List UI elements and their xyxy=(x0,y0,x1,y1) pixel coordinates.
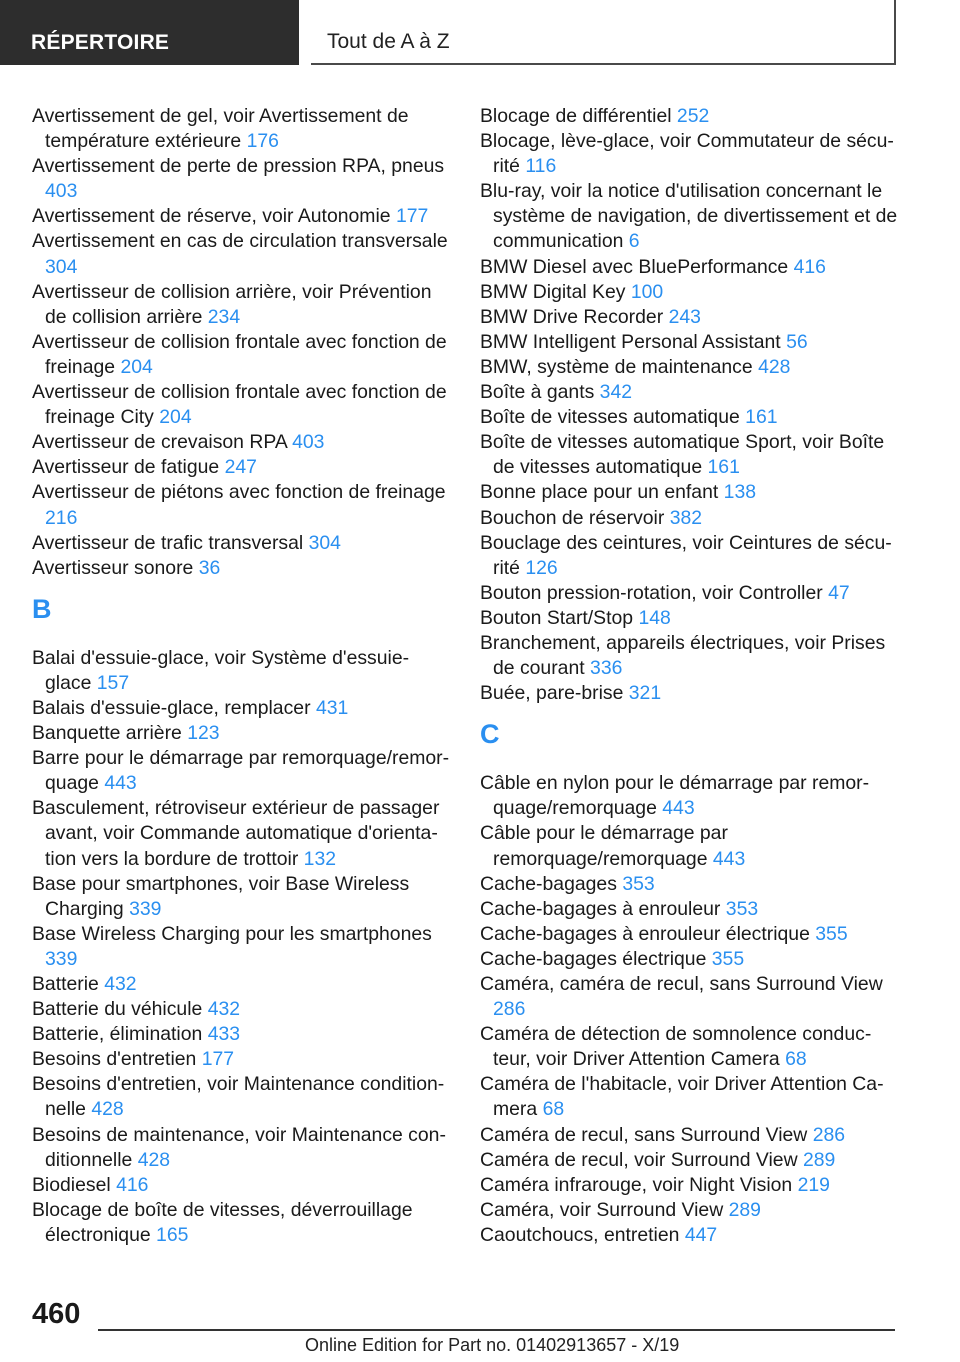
index-entry xyxy=(480,581,900,606)
index-entry-text: Avertisseur de crevaison RPA xyxy=(32,431,287,454)
index-page-link[interactable]: 355 xyxy=(711,947,745,970)
index-page-link[interactable]: 68 xyxy=(542,1098,565,1121)
index-page-link[interactable]: 416 xyxy=(793,255,826,278)
index-entry-text: Avertisseur de piétons avec fonction de freinage xyxy=(32,481,446,504)
index-entry-text: Batterie, élimination xyxy=(32,1023,203,1046)
index-entry xyxy=(480,771,900,821)
index-entry-text: Avertisseur de collision arrière, voir Prévention de collision arrière xyxy=(32,280,432,328)
page-number: 460 xyxy=(32,1298,81,1330)
index-page-link[interactable]: 289 xyxy=(802,1148,836,1171)
index-entry xyxy=(32,746,452,796)
index-entry xyxy=(32,455,452,480)
index-entry xyxy=(480,972,900,1022)
index-entry xyxy=(480,1148,900,1173)
index-entry xyxy=(480,821,900,871)
index-entry xyxy=(480,947,900,972)
index-page-link[interactable]: 161 xyxy=(745,406,778,429)
index-page-link[interactable]: 165 xyxy=(156,1223,189,1246)
index-entry xyxy=(480,280,900,305)
index-entry-text: Blocage, lève-glace, voir Commutateur de sécurité xyxy=(480,130,894,178)
index-page-link[interactable]: 382 xyxy=(669,506,703,529)
index-entry-text: Bouchon de réservoir xyxy=(480,506,665,529)
index-entry xyxy=(480,305,900,330)
index-entry-text: Cache-bagages à enrouleur xyxy=(480,897,721,920)
index-entry xyxy=(32,430,452,455)
index-page-link[interactable]: 339 xyxy=(129,897,162,920)
index-page-link[interactable]: 428 xyxy=(758,355,791,378)
index-page-link[interactable]: 428 xyxy=(137,1148,171,1171)
index-page-link[interactable]: 219 xyxy=(797,1173,830,1196)
index-entry xyxy=(32,104,452,154)
index-page-link[interactable]: 286 xyxy=(493,998,526,1021)
index-entry xyxy=(32,796,452,871)
index-entry xyxy=(32,721,452,746)
index-entry-text: Blocage de différentiel xyxy=(480,105,672,127)
index-page-link[interactable]: 443 xyxy=(662,797,695,820)
index-entry xyxy=(32,229,452,279)
index-entry-text: Avertisseur de collision frontale avec fonction de freinage City xyxy=(32,381,447,429)
index-entry xyxy=(32,646,452,696)
index-page-link[interactable]: 432 xyxy=(104,973,137,995)
index-entry-text: Avertissement de perte de pression RPA, pneus xyxy=(32,155,445,178)
index-page-link[interactable]: 177 xyxy=(395,205,429,228)
index-entry-text: Caméra de l'habitacle, voir Driver Attention Camera xyxy=(480,1073,884,1121)
index-entry xyxy=(32,280,452,330)
index-entry-text: Cache-bagages xyxy=(480,872,617,895)
index-entry xyxy=(32,972,452,997)
index-page-link[interactable]: 157 xyxy=(96,671,130,694)
index-entry xyxy=(480,681,900,706)
index-page-link[interactable]: 353 xyxy=(725,897,759,920)
index-entry-text: Base pour smartphones, voir Base Wireless Charging xyxy=(32,872,410,920)
index-entry-text: Balai d'essuie-glace, voir Système d'essuie-glace xyxy=(32,646,410,694)
index-entry-text: Bonne place pour un enfant xyxy=(480,481,719,504)
index-page-link[interactable]: 6 xyxy=(628,230,640,253)
index-entry-text: Besoins d'entretien, voir Maintenance conditionnelle xyxy=(32,1073,445,1121)
index-entry-text: Base Wireless Charging pour les smartphones xyxy=(32,922,432,945)
index-entry xyxy=(32,696,452,721)
index-entry-text: Avertissement en cas de circulation transversale xyxy=(32,230,448,253)
index-page-link[interactable]: 47 xyxy=(828,581,850,604)
index-entry xyxy=(32,480,452,530)
index-entry-text: Barre pour le démarrage par remorquage/remorquage xyxy=(32,747,450,795)
index-entry xyxy=(480,330,900,355)
index-entry-text: Bouton pression-rotation, voir Controller xyxy=(480,581,823,604)
index-entry-text: Caméra infrarouge, voir Night Vision xyxy=(480,1173,793,1196)
index-entry xyxy=(32,380,452,430)
index-entry xyxy=(480,506,900,531)
index-page-link[interactable]: 336 xyxy=(590,657,623,680)
section-tab: RÉPERTOIRE xyxy=(0,0,299,65)
index-entry-text: Caméra de recul, sans Surround View xyxy=(480,1123,808,1146)
index-entry-text: Caméra de détection de somnolence conducteur, voir Driver Attention Camera xyxy=(480,1023,872,1071)
index-entry xyxy=(480,631,900,681)
index-entry xyxy=(480,129,900,179)
section-subtitle: Tout de A à Z xyxy=(311,0,896,65)
index-entry-text: BMW Intelligent Personal Assistant xyxy=(480,330,781,353)
index-page-link[interactable]: 403 xyxy=(45,180,78,203)
index-entry xyxy=(32,204,452,229)
index-page-link[interactable]: 416 xyxy=(116,1173,149,1196)
footer-divider xyxy=(98,1329,895,1331)
index-entry xyxy=(480,1022,900,1072)
index-entry-text: Caoutchoucs, entretien xyxy=(480,1223,680,1246)
index-entry-text: Biodiesel xyxy=(32,1173,111,1196)
index-entry-text: Banquette arrière xyxy=(32,722,182,745)
index-page-link[interactable]: 252 xyxy=(676,105,710,127)
index-page-link[interactable]: 403 xyxy=(292,431,325,454)
index-entry-text: Blu-ray, voir la notice d'utilisation concernant le système de navigation, de divertissement et de communication xyxy=(480,180,898,253)
index-entry-text: Balais d'essuie-glace, remplacer xyxy=(32,696,311,719)
index-entry-text: BMW Diesel avec BluePerformance xyxy=(480,255,789,278)
index-entry-text: Cache-bagages électrique xyxy=(480,947,707,970)
index-page-link[interactable]: 36 xyxy=(198,556,221,579)
index-entry-text: Avertisseur sonore xyxy=(32,556,194,579)
index-page-link[interactable]: 342 xyxy=(599,381,633,404)
index-entry xyxy=(480,355,900,380)
index-entry xyxy=(480,1173,900,1198)
index-page-link[interactable]: 234 xyxy=(207,305,241,328)
index-entry-text: BMW, système de maintenance xyxy=(480,355,753,378)
index-page-link[interactable]: 355 xyxy=(815,922,848,945)
index-page-link[interactable]: 353 xyxy=(622,872,655,895)
index-page-link[interactable]: 247 xyxy=(224,456,257,479)
index-entry xyxy=(32,1072,452,1122)
index-entry-text: Boîte de vitesses automatique Sport, voir Boîte de vitesses automatique xyxy=(480,431,885,479)
index-entry xyxy=(480,897,900,922)
index-page-link[interactable]: 443 xyxy=(712,847,746,870)
index-letter-heading: B xyxy=(32,593,52,624)
index-page-link[interactable]: 138 xyxy=(723,481,757,504)
index-page-link[interactable]: 304 xyxy=(45,255,78,278)
index-page-link[interactable]: 321 xyxy=(628,682,662,705)
index-entry xyxy=(480,531,900,581)
index-column-left xyxy=(32,104,452,1248)
index-entry-text: Buée, pare-brise xyxy=(480,682,624,705)
index-column-right xyxy=(480,104,900,1248)
index-page-link[interactable]: 148 xyxy=(638,606,671,629)
index-entry-text: Avertisseur de trafic transversal xyxy=(32,531,304,554)
index-entry xyxy=(480,255,900,280)
index-entry-text: Câble pour le démarrage par remorquage/remorquage xyxy=(480,822,728,870)
index-page-link[interactable]: 428 xyxy=(91,1098,124,1121)
index-entry-text: Caméra, caméra de recul, sans Surround View xyxy=(480,973,883,995)
index-entry-text: Besoins d'entretien xyxy=(32,1048,197,1071)
index-entry-text: Bouclage des ceintures, voir Ceintures de sécurité xyxy=(480,531,892,579)
index-page-link[interactable]: 56 xyxy=(786,330,808,353)
index-entry-text: Cache-bagages à enrouleur électrique xyxy=(480,922,810,945)
index-page-link[interactable]: 204 xyxy=(159,406,192,429)
index-entry xyxy=(32,1123,452,1173)
index-page-link[interactable]: 68 xyxy=(785,1048,807,1071)
index-entry xyxy=(480,104,900,129)
index-entry-text: Caméra, voir Surround View xyxy=(480,1198,724,1221)
index-entry xyxy=(480,405,900,430)
index-page-link[interactable]: 447 xyxy=(684,1223,718,1246)
index-page-link[interactable]: 433 xyxy=(207,1023,241,1046)
index-page-link[interactable]: 286 xyxy=(812,1123,846,1146)
index-entry xyxy=(480,1198,900,1223)
index-entry xyxy=(480,480,900,505)
index-page-link[interactable]: 432 xyxy=(207,998,241,1021)
index-entry-text: Bouton Start/Stop xyxy=(480,606,634,629)
index-page-link[interactable]: 123 xyxy=(187,722,220,745)
index-entry-text: Avertissement de gel, voir Avertissement de température extérieure xyxy=(32,105,409,153)
index-page-link[interactable]: 216 xyxy=(45,506,78,529)
index-entry-text: Avertisseur de collision frontale avec fonction de freinage xyxy=(32,330,447,378)
index-entry-text: Boîte à gants xyxy=(480,381,595,404)
index-entry xyxy=(480,1223,900,1248)
index-page-link[interactable]: 443 xyxy=(104,772,137,795)
index-page-link[interactable]: 304 xyxy=(308,531,341,554)
index-page-link[interactable]: 204 xyxy=(120,355,153,378)
index-entry-text: Câble en nylon pour le démarrage par remorquage/remorquage xyxy=(480,772,870,820)
index-entry xyxy=(480,1123,900,1148)
index-entry xyxy=(32,1047,452,1072)
index-entry-text: Besoins de maintenance, voir Maintenance conditionnelle xyxy=(32,1123,446,1171)
page-header xyxy=(0,0,960,66)
index-page-link[interactable]: 116 xyxy=(525,155,557,178)
index-page-link[interactable]: 132 xyxy=(303,847,337,870)
index-entry-text: BMW Drive Recorder xyxy=(480,305,664,328)
index-entry xyxy=(32,154,452,204)
index-page-link[interactable]: 243 xyxy=(668,305,701,328)
index-entry xyxy=(32,922,452,972)
index-entry-text: Avertissement de réserve, voir Autonomie xyxy=(32,205,391,228)
index-page-link[interactable]: 161 xyxy=(707,456,740,479)
index-entry-text: Branchement, appareils électriques, voir Prises de courant xyxy=(480,631,886,680)
index-page-link[interactable]: 431 xyxy=(315,696,349,719)
index-entry-text: BMW Digital Key xyxy=(480,280,626,303)
index-entry xyxy=(32,1173,452,1198)
index-page-link[interactable]: 289 xyxy=(728,1198,761,1221)
index-entry xyxy=(480,380,900,405)
index-entry xyxy=(480,922,900,947)
index-entry xyxy=(32,531,452,556)
index-entry-text: Batterie du véhicule xyxy=(32,998,203,1021)
index-page-link[interactable]: 177 xyxy=(201,1048,235,1071)
index-entry xyxy=(32,872,452,922)
index-entry xyxy=(480,606,900,631)
index-entry xyxy=(480,1072,900,1122)
index-entry-text: Caméra de recul, voir Surround View xyxy=(480,1148,798,1171)
index-entry-text: Blocage de boîte de vitesses, déverrouillage électronique xyxy=(32,1198,413,1246)
index-page-link[interactable]: 126 xyxy=(525,556,558,579)
index-entry xyxy=(32,556,452,581)
index-entry xyxy=(480,430,900,480)
index-entry-text: Boîte de vitesses automatique xyxy=(480,406,740,429)
footer-edition: Online Edition for Part no. 01402913657 - X/19 xyxy=(305,1335,680,1355)
index-page-link[interactable]: 176 xyxy=(246,130,279,153)
index-letter-heading: C xyxy=(480,719,500,750)
index-entry-text: Batterie xyxy=(32,973,99,995)
index-entry xyxy=(32,1198,452,1248)
index-entry xyxy=(32,330,452,380)
index-entry xyxy=(32,997,452,1022)
index-page-link[interactable]: 339 xyxy=(45,947,78,970)
index-entry xyxy=(480,179,900,254)
index-entry xyxy=(480,872,900,897)
index-entry-text: Avertisseur de fatigue xyxy=(32,456,220,479)
index-entry-text: Basculement, rétroviseur extérieur de passager avant, voir Commande automatique d'orientation vers la bordure de trottoir xyxy=(32,797,440,870)
index-page-link[interactable]: 100 xyxy=(630,280,664,303)
index-entry xyxy=(32,1022,452,1047)
